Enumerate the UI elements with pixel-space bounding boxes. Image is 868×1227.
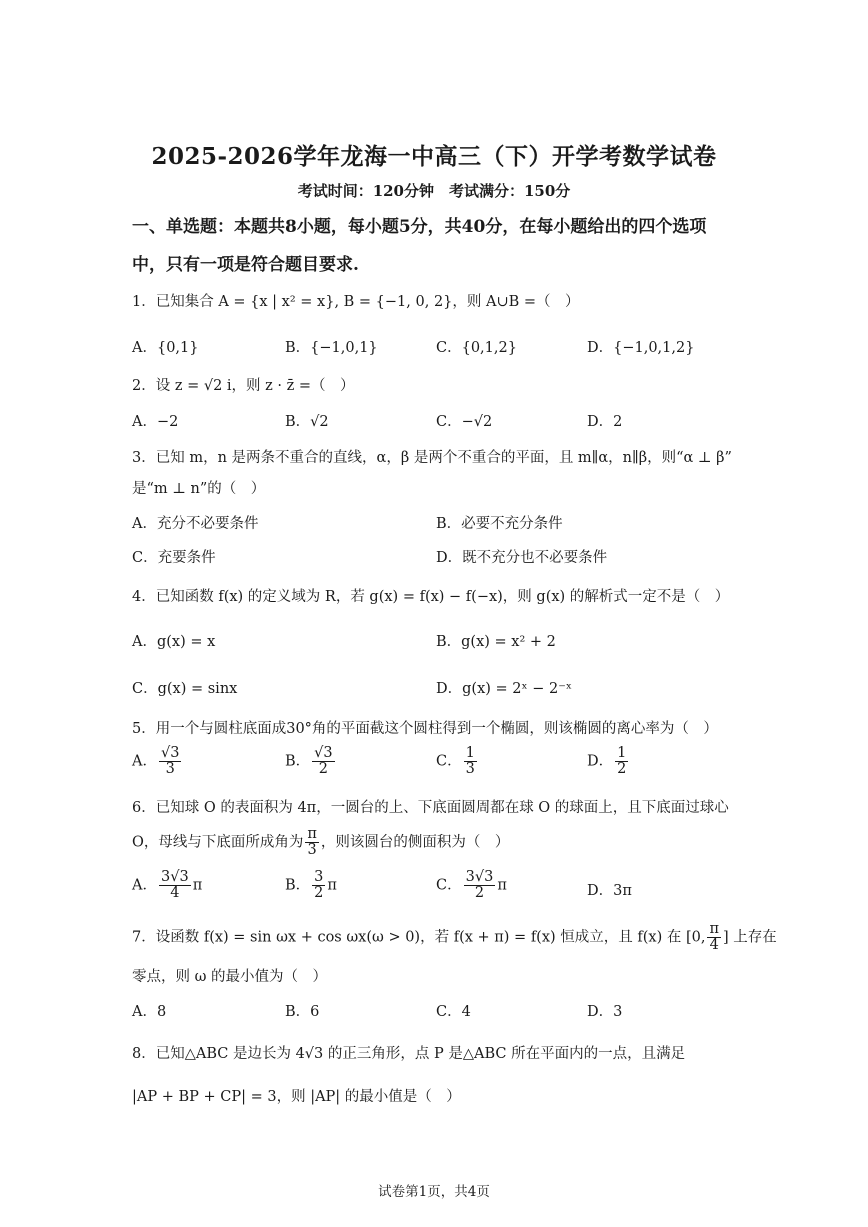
q1-option-c: C．{0,1,2}	[436, 340, 517, 356]
q5-option-d: D． $\frac{1}{2}$	[587, 745, 627, 778]
q5-option-c: C． $\frac{1}{3}$	[436, 745, 475, 778]
q7-option-c: C．4	[436, 1004, 471, 1020]
q3-stem-line2: 是“m ⊥ n”的（ ）	[132, 481, 266, 497]
page-footer: 试卷第1页，共4页	[378, 1184, 490, 1200]
q3-option-c: C．充要条件	[132, 550, 216, 566]
q7-option-d: D．3	[587, 1004, 623, 1020]
q6-option-d: D．3π	[587, 883, 632, 899]
q5-option-b: B． $\frac{√3}{2}$	[285, 745, 333, 778]
q1-stem: 1．已知集合 A = {x | x² = x}, B = {−1, 0, 2}，则 A∪B =（ ）	[132, 294, 580, 310]
q5-option-a: A． $\frac{√3}{3}$	[132, 745, 180, 778]
exam-subtitle: 考试时间：120分钟 考试满分：150分	[297, 182, 571, 200]
q2-option-d: D．2	[587, 414, 623, 430]
section-heading-line1: 一、单选题：本题共8小题，每小题5分，共40分，在每小题给出的四个选项	[132, 217, 707, 237]
q5-stem: 5．用一个与圆柱底面成30°角的平面截这个圆柱得到一个椭圆，则该椭圆的离心率为（ ）	[132, 721, 718, 737]
q8-stem-line1: 8．已知△ABC 是边长为 4√3 的正三角形，点 P 是△ABC 所在平面内的一点，且满足	[132, 1046, 686, 1062]
q3-option-b: B．必要不充分条件	[436, 516, 563, 532]
q7-stem-line1: 7．设函数 f(x) = sin ωx + cos ωx(ω > 0)，若 f(x + π) = f(x) 恒成立，且 f(x) 在 [0, $\frac{\pi}{4}$ ] 上存在	[132, 921, 777, 954]
q2-stem: 2．设 z = √2 i，则 z · z̄ =（ ）	[132, 378, 355, 394]
q3-option-a: A．充分不必要条件	[132, 516, 259, 532]
q8-stem-line2: |AP + BP + CP| = 3，则 |AP| 的最小值是（ ）	[132, 1089, 461, 1105]
q7-option-a: A．8	[132, 1004, 167, 1020]
q1-option-d: D．{−1,0,1,2}	[587, 340, 695, 356]
q6-option-c: C． $\frac{3√3}{2}$ π	[436, 869, 507, 902]
q2-option-a: A．−2	[132, 414, 179, 430]
q3-stem-line1: 3．已知 m，n 是两条不重合的直线，α，β 是两个不重合的平面，且 m∥α，n∥β，则“α ⊥ β”	[132, 450, 732, 466]
q4-option-a: A．g(x) = x	[132, 634, 216, 650]
q2-option-c: C．−√2	[436, 414, 493, 430]
q4-option-c: C．g(x) = sinx	[132, 681, 238, 697]
q6-option-a: A． $\frac{3√3}{4}$ π	[132, 869, 203, 902]
q4-option-b: B．g(x) = x² + 2	[436, 634, 556, 650]
q7-option-b: B．6	[285, 1004, 320, 1020]
q1-option-a: A．{0,1}	[132, 340, 199, 356]
q2-option-b: B．√2	[285, 414, 329, 430]
q4-option-d: D．g(x) = 2ˣ − 2⁻ˣ	[436, 681, 573, 697]
q3-option-d: D．既不充分也不必要条件	[436, 550, 608, 566]
q7-stem-line2: 零点，则 ω 的最小值为（ ）	[132, 969, 328, 985]
q6-option-b: B． $\frac{3}{2}$ π	[285, 869, 337, 902]
q6-stem-line1: 6．已知球 O 的表面积为 4π，一圆台的上、下底面圆周都在球 O 的球面上，且下底面过球心	[132, 800, 729, 816]
exam-title: 2025-2026学年龙海一中高三（下）开学考数学试卷	[151, 143, 717, 170]
q1-option-b: B．{−1,0,1}	[285, 340, 378, 356]
q6-stem-line2: O，母线与下底面所成角为 $\frac{\pi}{3}$ ，则该圆台的侧面积为（ ）	[132, 826, 510, 859]
q4-stem: 4．已知函数 f(x) 的定义域为 R，若 g(x) = f(x) − f(−x)，则 g(x) 的解析式一定不是（ ）	[132, 589, 730, 605]
section-heading-line2: 中，只有一项是符合题目要求.	[132, 255, 359, 275]
